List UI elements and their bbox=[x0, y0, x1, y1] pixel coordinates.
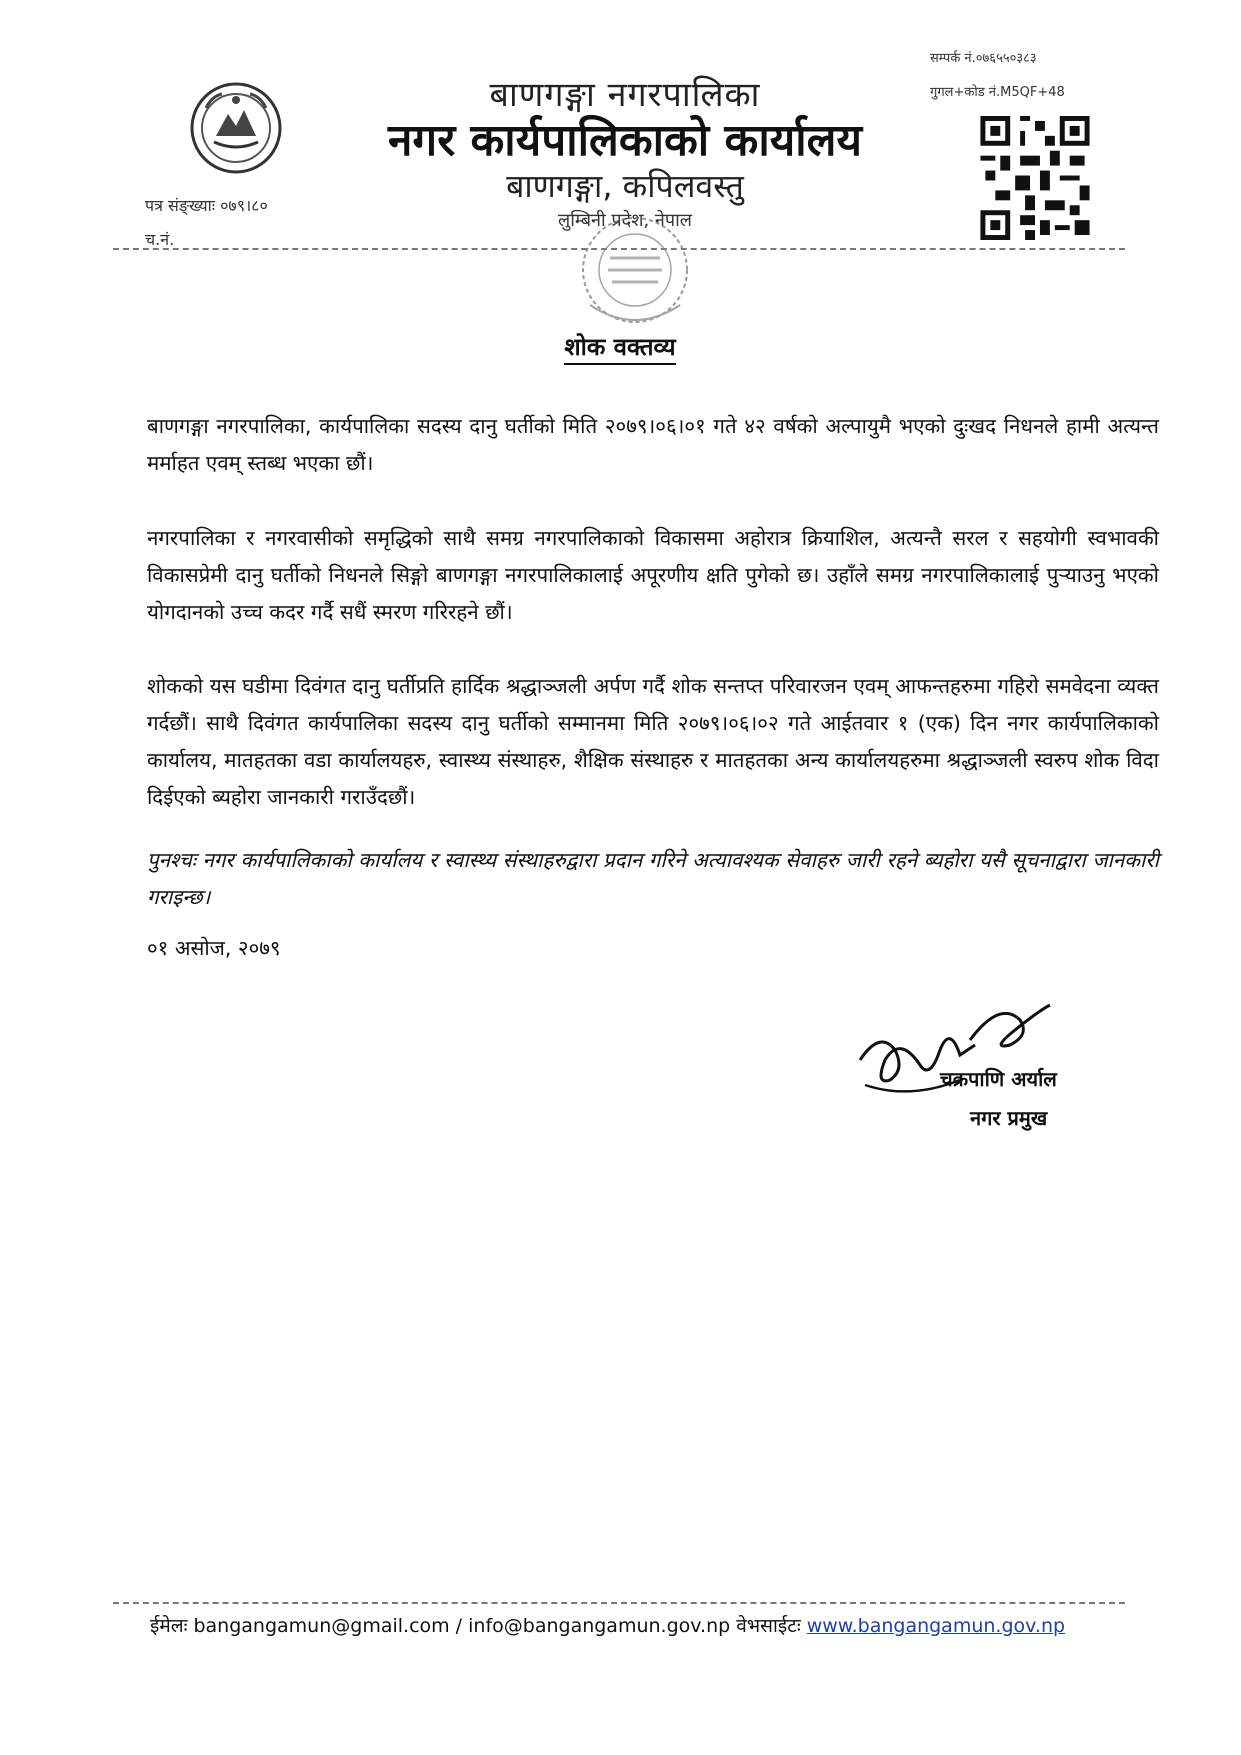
office-name: नगर कार्यपालिकाको कार्यालय bbox=[388, 115, 862, 166]
handwritten-signature bbox=[850, 990, 1080, 1110]
signer-title: नगर प्रमुख bbox=[970, 1106, 1048, 1130]
phone-number: सम्पर्क नं.०७६५५०३८३ bbox=[930, 51, 1037, 66]
plus-code: गुगल+कोड नं.M5QF+48 bbox=[930, 85, 1065, 100]
email-label: ईमेलः bbox=[150, 1615, 188, 1637]
nepal-emblem-icon bbox=[186, 78, 286, 178]
office-location: बाणगङ्गा, कपिलवस्तु bbox=[506, 167, 744, 205]
official-stamp bbox=[560, 210, 710, 340]
issue-date: ०१ असोज, २०७९ bbox=[147, 936, 281, 960]
website-link[interactable]: www.bangangamun.gov.np bbox=[806, 1615, 1066, 1637]
province-name: लुम्बिनी प्रदेश, नेपाल bbox=[558, 210, 692, 231]
footer-contact bbox=[150, 1612, 1110, 1638]
document-title bbox=[500, 330, 740, 363]
dispatch-number: च.नं. bbox=[145, 230, 175, 249]
website-label: वेभसाईटः bbox=[736, 1615, 801, 1637]
signer-name: चक्रपाणि अर्याल bbox=[940, 1067, 1057, 1091]
body-paragraph-3: शोकको यस घडीमा दिवंगत दानु घर्तीप्रति हार्दिक श्रद्धाञ्जली अर्पण गर्दै शोक सन्तप्त परिवारजन एवम् आफन्तहरुमा गहिरो समवेदना व्यक्त गर्दछौं। साथै दिवंगत कार्यपालिका सदस्य दानु घर्तीको सम्मानमा मिति २०७९।०६।०२ गते आईतवार १ (एक) दिन नगर कार्यपालिकाको कार्यालय, मातहतका वडा कार्यालयहरु, स्वास्थ्य संस्थाहरु, शैक्षिक संस्थाहरु र मातहतका अन्य कार्यालयहरुमा श्रद्धाञ्जली स्वरुप शोक विदा दिईएको ब्यहोरा जानकारी गराउँदछौं। bbox=[147, 674, 1159, 809]
postscript: पुनश्चः नगर कार्यपालिकाको कार्यालय र स्वास्थ्य संस्थाहरुद्वारा प्रदान गरिने अत्यावश्यक सेवाहरु जारी रहने ब्यहोरा यसै सूचनाद्वारा जानकारी गराइन्छ। bbox=[147, 848, 1159, 909]
footer-separator bbox=[113, 1602, 1125, 1604]
qr-code-icon bbox=[980, 116, 1090, 240]
document-title-text: शोक वक्तव्य bbox=[564, 333, 675, 365]
email-addresses: bangangamun@gmail.com / info@bangangamun.gov.np bbox=[193, 1615, 731, 1637]
body-paragraph-1: बाणगङ्गा नगरपालिका, कार्यपालिका सदस्य दानु घर्तीको मिति २०७९।०६।०१ गते ४२ वर्षको अल्पायुमै भएको दुःखद निधनले हामी अत्यन्त मर्माहत एवम् स्तब्ध भएका छौं। bbox=[147, 414, 1159, 475]
municipality-name: बाणगङ्गा नगरपालिका bbox=[489, 75, 761, 115]
letter-number: पत्र संङ्ख्याः ०७९।८० bbox=[145, 196, 268, 215]
body-paragraph-2: नगरपालिका र नगरवासीको समृद्धिको साथै समग्र नगरपालिकाको विकासमा अहोरात्र क्रियाशिल, अत्यन्तै सरल र सहयोगी स्वभावकी विकासप्रेमी दानु घर्तीको निधनले सिङ्गो बाणगङ्गा नगरपालिकालाई अपूरणीय क्षति पुगेको छ। उहाँले समग्र नगरपालिकालाई पुऱ्याउनु भएको योगदानको उच्च कदर गर्दै सधैं स्मरण गरिरहने छौं। bbox=[147, 526, 1159, 624]
